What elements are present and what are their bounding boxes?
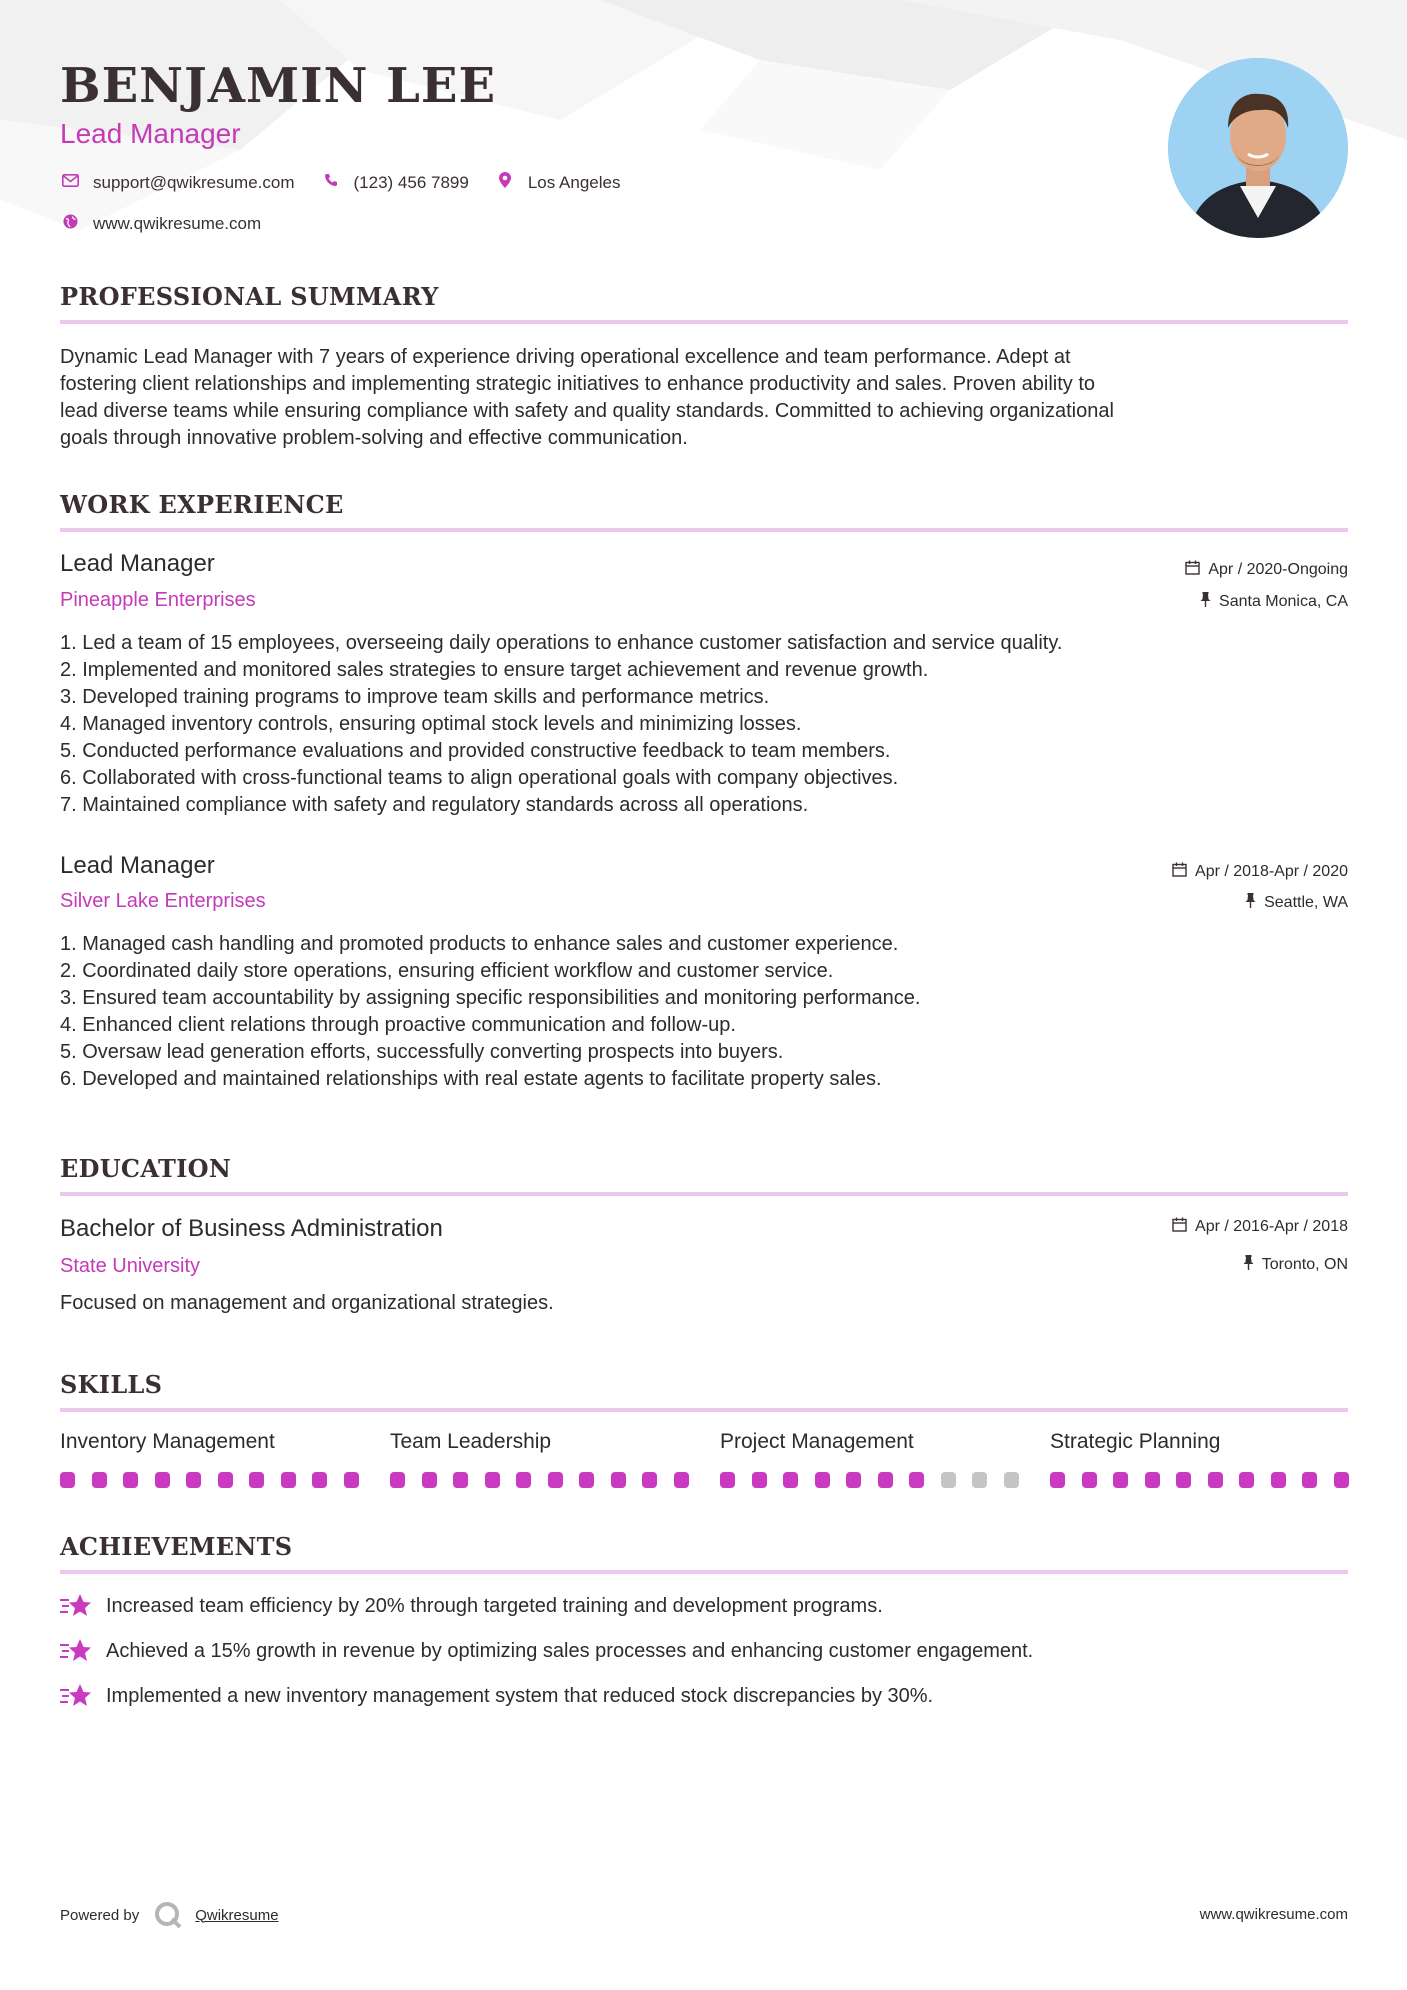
summary-line: goals through innovative problem-solving and effective communication.: [60, 427, 688, 449]
skill-rating: [720, 1472, 1020, 1488]
envelope-icon: [60, 174, 80, 192]
company-name: Pineapple Enterprises: [60, 589, 256, 611]
rating-dot-filled: [815, 1472, 830, 1488]
contact-phone[interactable]: [321, 173, 469, 193]
achievement-item: [60, 1592, 883, 1620]
skill-rating: [60, 1472, 360, 1488]
school-name: State University: [60, 1255, 201, 1277]
qwikresume-logo-icon: [153, 1900, 183, 1930]
list-item: 1. Led a team of 15 employees, overseeing daily operations to enhance customer satisfaction and service quality.: [60, 632, 1063, 654]
dates-text: Apr / 2018-Apr / 2020: [1195, 862, 1348, 880]
star-icon: [60, 1682, 92, 1710]
job-title: Lead Manager: [60, 550, 215, 577]
map-pin-icon: [495, 172, 515, 193]
experience-heading: WORK EXPERIENCE: [60, 490, 344, 519]
skill-item: [720, 1430, 1020, 1488]
globe-icon: [60, 214, 80, 234]
email-text: support@qwikresume.com: [93, 172, 295, 192]
education-description: Focused on management and organizational strategies.: [60, 1292, 554, 1314]
achievement-text: Implemented a new inventory management system that reduced stock discrepancies by 30%.: [106, 1684, 934, 1707]
job-dates: [1185, 560, 1348, 579]
job-title: Lead Manager: [60, 852, 215, 879]
rating-dot-empty: [941, 1472, 956, 1488]
education-location: [1243, 1255, 1348, 1274]
summary-line: fostering client relationships and implementing strategic initiatives to enhance productivity and sales. Proven ability to: [60, 373, 1095, 395]
rating-dot-filled: [878, 1472, 893, 1488]
rating-dot-filled: [909, 1472, 924, 1488]
qwikresume-link[interactable]: Qwikresume: [195, 1906, 279, 1924]
rating-dot-filled: [186, 1472, 201, 1488]
list-item: 7. Maintained compliance with safety and regulatory standards across all operations.: [60, 794, 809, 816]
summary-line: Dynamic Lead Manager with 7 years of experience driving operational excellence and team performance. Adept at: [60, 346, 1071, 368]
rating-dot-filled: [783, 1472, 798, 1488]
skills-heading: SKILLS: [60, 1370, 163, 1399]
rating-dot-filled: [344, 1472, 359, 1488]
job-dates: [1172, 862, 1348, 881]
pushpin-icon: [1243, 1255, 1254, 1274]
rating-dot-filled: [60, 1472, 75, 1488]
rating-dot-filled: [548, 1472, 563, 1488]
achievement-item: [60, 1682, 933, 1710]
education-heading: EDUCATION: [60, 1154, 232, 1183]
rating-dot-filled: [312, 1472, 327, 1488]
rating-dot-filled: [1302, 1472, 1317, 1488]
summary-line: lead diverse teams while ensuring compliance with safety and quality standards. Committed to achieving organizational: [60, 400, 1114, 422]
rating-dot-filled: [1208, 1472, 1223, 1488]
rating-dot-filled: [155, 1472, 170, 1488]
contact-email[interactable]: [60, 173, 295, 193]
list-item: 4. Managed inventory controls, ensuring optimal stock levels and minimizing losses.: [60, 713, 802, 735]
degree-title: Bachelor of Business Administration: [60, 1215, 443, 1242]
rating-dot-filled: [846, 1472, 861, 1488]
rating-dot-filled: [249, 1472, 264, 1488]
list-item: 3. Developed training programs to improve team skills and performance metrics.: [60, 686, 770, 708]
rating-dot-filled: [579, 1472, 594, 1488]
contact-row-website: [60, 214, 287, 234]
rating-dot-filled: [1239, 1472, 1254, 1488]
location-text: Toronto, ON: [1261, 1255, 1348, 1273]
achievement-text: Increased team efficiency by 20% through targeted training and development programs.: [106, 1594, 883, 1617]
list-item: 4. Enhanced client relations through proactive communication and follow-up.: [60, 1014, 736, 1036]
rating-dot-filled: [453, 1472, 468, 1488]
star-icon: [60, 1637, 92, 1665]
location-text: Seattle, WA: [1264, 893, 1348, 911]
dates-text: Apr / 2016-Apr / 2018: [1195, 1217, 1348, 1235]
rating-dot-filled: [123, 1472, 138, 1488]
achievement-text: Achieved a 15% growth in revenue by optimizing sales processes and enhancing customer engagement.: [106, 1639, 1034, 1662]
rating-dot-filled: [1082, 1472, 1097, 1488]
skill-name: Team Leadership: [390, 1430, 552, 1453]
rating-dot-filled: [674, 1472, 689, 1488]
candidate-title: Lead Manager: [60, 118, 241, 149]
candidate-name: BENJAMIN LEE: [60, 58, 497, 114]
list-item: 2. Coordinated daily store operations, ensuring efficient workflow and customer service.: [60, 960, 834, 982]
rating-dot-filled: [1176, 1472, 1191, 1488]
rating-dot-filled: [1271, 1472, 1286, 1488]
list-item: 5. Conducted performance evaluations and provided constructive feedback to team members.: [60, 740, 891, 762]
calendar-icon: [1172, 862, 1187, 881]
powered-by-label: Powered by: [60, 1906, 140, 1924]
rating-dot-filled: [281, 1472, 296, 1488]
phone-icon: [321, 173, 341, 192]
job-responsibilities: [60, 931, 1348, 1093]
dates-text: Apr / 2020-Ongoing: [1208, 560, 1348, 578]
calendar-icon: [1172, 1217, 1187, 1236]
skill-rating: [390, 1472, 690, 1488]
education-dates: [1172, 1217, 1348, 1236]
skill-name: Strategic Planning: [1050, 1430, 1221, 1453]
job-location: [1200, 592, 1348, 611]
list-item: 3. Ensured team accountability by assigning specific responsibilities and monitoring performance.: [60, 987, 921, 1009]
rating-dot-filled: [1145, 1472, 1160, 1488]
skill-rating: [1050, 1472, 1350, 1488]
rating-dot-empty: [1004, 1472, 1019, 1488]
contact-location: [495, 172, 621, 193]
summary-divider: [60, 320, 1348, 324]
skill-item: [390, 1430, 690, 1488]
job-location: [1245, 893, 1348, 912]
skill-name: Project Management: [720, 1430, 914, 1453]
skill-name: Inventory Management: [60, 1430, 275, 1453]
location-text: Los Angeles: [527, 172, 621, 192]
education-divider: [60, 1192, 1348, 1196]
summary-text: [60, 344, 1348, 452]
rating-dot-filled: [485, 1472, 500, 1488]
phone-text: (123) 456 7899: [353, 172, 469, 192]
contact-website[interactable]: [60, 214, 261, 234]
contact-row: [60, 172, 646, 193]
rating-dot-filled: [611, 1472, 626, 1488]
achievements-divider: [60, 1570, 1348, 1574]
pushpin-icon: [1200, 592, 1211, 611]
rating-dot-filled: [720, 1472, 735, 1488]
location-text: Santa Monica, CA: [1219, 592, 1348, 610]
skills-divider: [60, 1408, 1348, 1412]
summary-heading: PROFESSIONAL SUMMARY: [60, 282, 439, 311]
list-item: 5. Oversaw lead generation efforts, successfully converting prospects into buyers.: [60, 1041, 784, 1063]
rating-dot-filled: [516, 1472, 531, 1488]
rating-dot-filled: [1334, 1472, 1349, 1488]
list-item: 6. Developed and maintained relationships with real estate agents to facilitate property sales.: [60, 1068, 882, 1090]
star-icon: [60, 1592, 92, 1620]
achievements-heading: ACHIEVEMENTS: [60, 1532, 293, 1561]
website-text: www.qwikresume.com: [93, 214, 262, 233]
rating-dot-filled: [218, 1472, 233, 1488]
rating-dot-filled: [1113, 1472, 1128, 1488]
rating-dot-filled: [752, 1472, 767, 1488]
profile-photo: [1168, 58, 1348, 238]
footer-website[interactable]: www.qwikresume.com: [1199, 1906, 1348, 1923]
skill-item: [60, 1430, 360, 1488]
skill-item: [1050, 1430, 1350, 1488]
rating-dot-filled: [422, 1472, 437, 1488]
achievement-item: [60, 1637, 1033, 1665]
job-responsibilities: [60, 630, 1348, 819]
company-name: Silver Lake Enterprises: [60, 890, 266, 912]
pushpin-icon: [1245, 893, 1256, 912]
rating-dot-filled: [642, 1472, 657, 1488]
list-item: 1. Managed cash handling and promoted products to enhance sales and customer experience.: [60, 933, 899, 955]
rating-dot-filled: [1050, 1472, 1065, 1488]
list-item: 2. Implemented and monitored sales strategies to ensure target achievement and revenue growth.: [60, 659, 929, 681]
rating-dot-empty: [972, 1472, 987, 1488]
rating-dot-filled: [390, 1472, 405, 1488]
footer-powered-by: [60, 1900, 279, 1930]
rating-dot-filled: [92, 1472, 107, 1488]
calendar-icon: [1185, 560, 1200, 579]
resume-page: [60, 0, 1348, 1990]
list-item: 6. Collaborated with cross-functional teams to align operational goals with company objectives.: [60, 767, 899, 789]
experience-divider: [60, 528, 1348, 532]
